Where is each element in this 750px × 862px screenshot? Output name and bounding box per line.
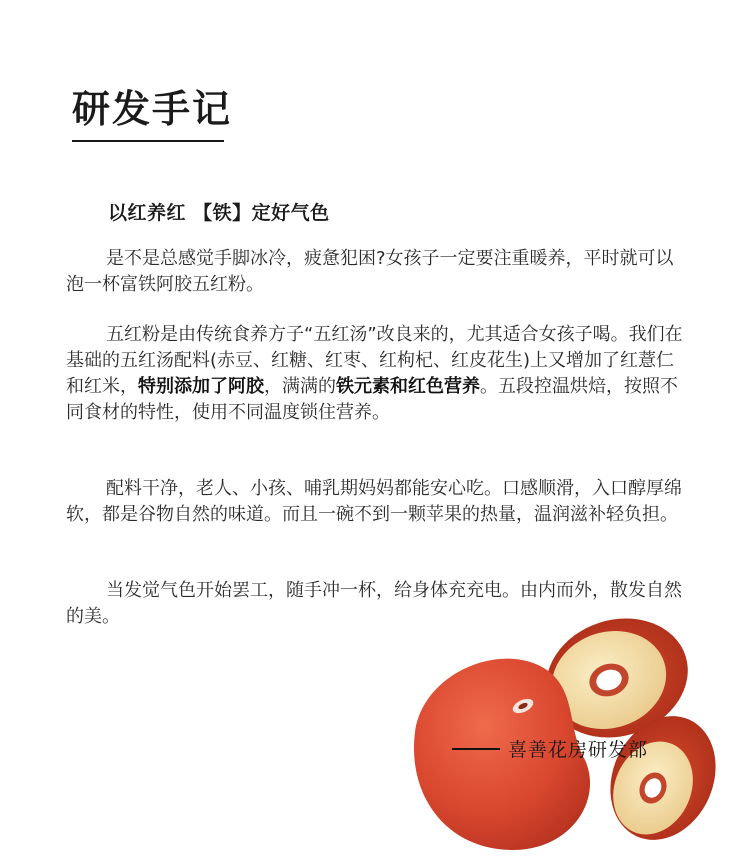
page-title: 研发手记 — [72, 87, 233, 131]
signature-dash — [452, 748, 500, 750]
author-signature — [452, 735, 648, 762]
title-underline — [72, 140, 224, 142]
paragraph-4: 当发觉气色开始罢工，随手冲一杯，给身体充充电。由内而外，散发自然的美。 — [66, 580, 682, 627]
red-bean-and-dates-illustration — [395, 600, 725, 862]
paragraph-2-highlight-ejiao: 特别添加了阿胶 — [138, 376, 264, 397]
signature-text: 喜善花房研发部 — [508, 739, 649, 761]
paragraph-2 — [66, 322, 686, 426]
paragraph-2-text-b: ，满满的 — [264, 376, 336, 397]
paragraph-2-text-a: 五红粉是由传统食养方子“五红汤”改良来的，尤其适合女孩子喝。我们在基础的五红汤配料(赤豆、红糖、红枣、红枸杞、红皮花生)上又增加了红薏仁和红米， — [66, 324, 683, 397]
paragraph-2-text-c: 。五段控温烘焙，按照不同食材的特性，使用不同温度锁住营养。 — [66, 376, 678, 423]
paragraph-3: 配料干净，老人、小孩、哺乳期妈妈都能安心吃。口感顺滑，入口醇厚绵软，都是谷物自然的味道。而且一碗不到一颗苹果的热量，温润滋补轻负担。 — [66, 478, 682, 525]
paragraph-1: 是不是总感觉手脚冰冷，疲惫犯困?女孩子一定要注重暖养，平时就可以泡一杯富铁阿胶五红粉。 — [66, 248, 674, 295]
paragraph-2-highlight-iron: 铁元素和红色营养 — [336, 376, 480, 397]
article-subtitle: 以红养红 【铁】定好气色 — [108, 202, 330, 224]
